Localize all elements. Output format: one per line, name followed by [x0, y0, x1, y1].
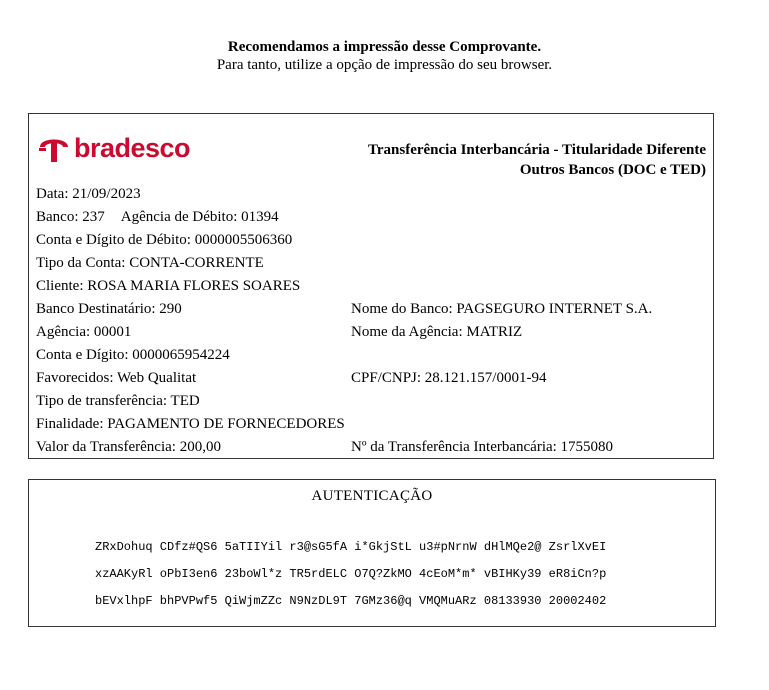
print-recommendation: Recomendamos a impressão desse Comprovante. — [227, 39, 542, 55]
field-bank: Banco: 237 — [36, 209, 105, 225]
field-bank-row — [36, 207, 279, 227]
field-transfer-number: Nº da Transferência Interbancária: 1755080 — [351, 439, 614, 455]
print-instructions: Para tanto, utilize a opção de impressão do seu browser. — [216, 57, 553, 73]
field-destination-bank: Banco Destinatário: 290 — [36, 301, 182, 317]
receipt-title — [368, 140, 706, 180]
bradesco-tree-icon — [37, 133, 71, 163]
title-line-2: Outros Bancos (DOC e TED) — [519, 162, 706, 178]
bradesco-logo — [37, 128, 190, 168]
field-date: Data: 21/09/2023 — [36, 186, 141, 202]
field-account: Conta e Dígito: 0000065954224 — [36, 347, 230, 363]
title-line-1: Transferência Interbancária - Titularidade Diferente — [367, 142, 706, 158]
brand-name: bradesco — [74, 133, 191, 163]
field-payee: Favorecidos: Web Qualitat — [36, 370, 197, 386]
authentication-title: AUTENTICAÇÃO — [311, 488, 433, 504]
field-client: Cliente: ROSA MARIA FLORES SOARES — [36, 278, 301, 294]
field-amount: Valor da Transferência: 200,00 — [36, 439, 221, 455]
authentication-box — [28, 479, 716, 627]
field-debit-agency: Agência de Débito: 01394 — [120, 209, 279, 225]
field-debit-account: Conta e Dígito de Débito: 0000005506360 — [36, 232, 293, 248]
field-bank-name: Nome do Banco: PAGSEGURO INTERNET S.A. — [351, 301, 653, 317]
authentication-line: bEVxlhpF bhPVPwf5 QiWjmZZc N9NzDL9T 7GMz36@q VMQMuARz 08133930 20002402 — [95, 594, 607, 608]
field-agency-name: Nome da Agência: MATRIZ — [351, 324, 523, 340]
field-transfer-type: Tipo de transferência: TED — [36, 393, 200, 409]
print-notice — [0, 38, 769, 74]
transfer-receipt — [28, 113, 714, 459]
field-account-type: Tipo da Conta: CONTA-CORRENTE — [36, 255, 264, 271]
authentication-line: xzAAKyRl oPbI3en6 23boWl*z TR5rdELC O7Q?ZkMO 4cEoM*m* vBIHKy39 eR8iCn?p — [95, 567, 607, 581]
authentication-line: ZRxDohuq CDfz#QS6 5aTIIYil r3@sG5fA i*GkjStL u3#pNrnW dHlMQe2@ ZsrlXvEI — [95, 540, 607, 554]
field-agency: Agência: 00001 — [36, 324, 132, 340]
field-purpose: Finalidade: PAGAMENTO DE FORNECEDORES — [36, 416, 345, 432]
field-cpf-cnpj: CPF/CNPJ: 28.121.157/0001-94 — [351, 370, 547, 386]
